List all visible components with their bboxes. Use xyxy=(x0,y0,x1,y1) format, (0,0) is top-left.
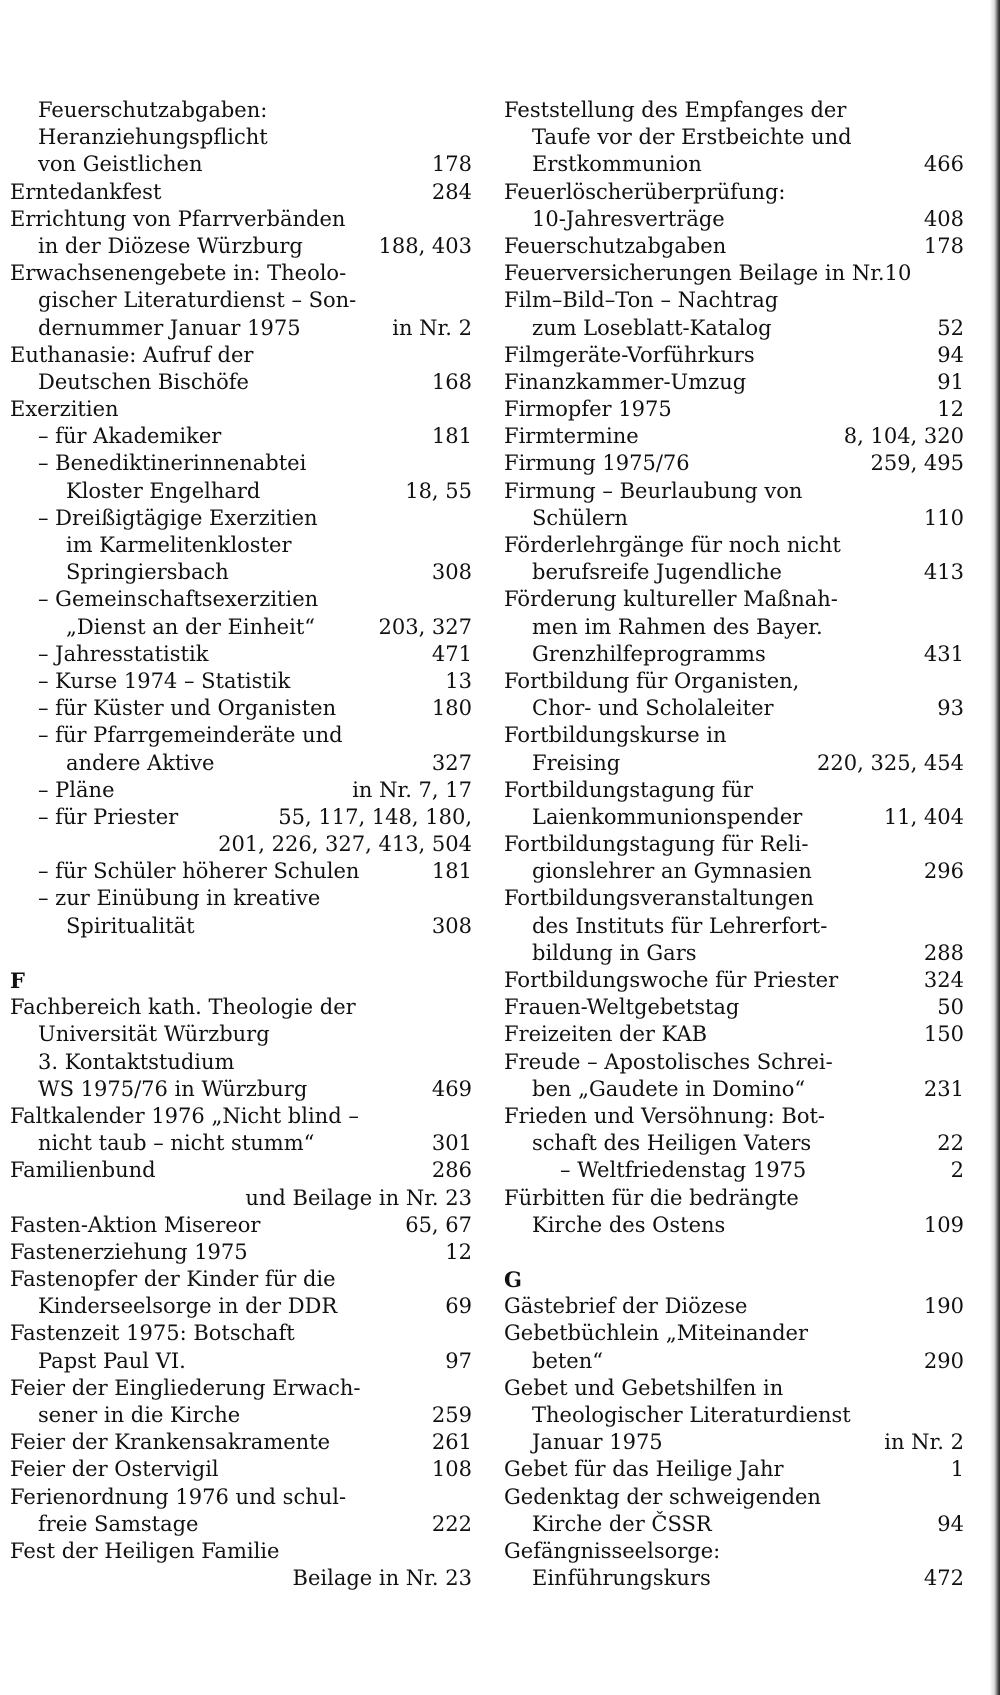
entry-page-ref: 18, 55 xyxy=(405,478,472,503)
entry-page-ref: 259, 495 xyxy=(870,451,964,476)
entry-text: Universität Würzburg xyxy=(38,1022,270,1047)
index-entry xyxy=(504,1293,964,1320)
entry-text: Fest der Heiligen Familie xyxy=(10,1538,280,1563)
entry-text: Firmopfer 1975 xyxy=(504,397,672,422)
entry-page-ref: 110 xyxy=(923,505,964,530)
index-entry xyxy=(10,831,472,858)
entry-text: – Pläne xyxy=(38,777,115,802)
entry-page-ref: 180 xyxy=(431,696,472,721)
entry-page-ref: 97 xyxy=(445,1348,472,1373)
entry-text: Fastenzeit 1975: Botschaft xyxy=(10,1321,295,1346)
index-entry xyxy=(10,1049,472,1076)
index-entry xyxy=(10,1538,472,1565)
index-entry xyxy=(504,124,964,151)
index-entry xyxy=(504,777,964,804)
entry-text: nicht taub – nicht stumm“ xyxy=(38,1131,315,1156)
entry-text: – für Priester xyxy=(38,804,179,829)
index-entry xyxy=(10,777,472,804)
index-entry xyxy=(504,260,964,287)
entry-text: im Karmelitenkloster xyxy=(66,533,292,557)
index-entry xyxy=(504,206,964,233)
entry-text: Firmung – Beurlaubung von xyxy=(504,478,803,503)
entry-text: schaft des Heiligen Vaters xyxy=(532,1131,812,1156)
index-entry xyxy=(504,695,964,722)
index-entry xyxy=(504,858,964,885)
index-entry xyxy=(504,315,964,342)
entry-page-ref: 94 xyxy=(937,1511,964,1536)
entry-text: Feuerversicherungen Beilage in Nr.10 xyxy=(504,261,912,286)
entry-text: Springiersbach xyxy=(66,560,229,585)
index-entry xyxy=(10,668,472,695)
entry-page-ref: 168 xyxy=(431,369,472,394)
entry-page-ref: in Nr. 2 xyxy=(392,315,472,340)
index-entry xyxy=(10,614,472,641)
entry-text: Kirche des Ostens xyxy=(532,1212,726,1237)
index-entry xyxy=(504,641,964,668)
entry-text: Förderung kultureller Maßnah- xyxy=(504,587,838,612)
index-entry xyxy=(10,260,472,287)
entry-text: Fortbildungstagung für xyxy=(504,777,754,802)
index-entry xyxy=(10,1293,472,1320)
entry-text: Fürbitten für die bedrängte xyxy=(504,1185,799,1210)
entry-text: – für Küster und Organisten xyxy=(38,696,337,721)
entry-page-ref: 261 xyxy=(431,1430,472,1455)
index-entry xyxy=(10,994,472,1021)
entry-text: Freude – Apostolisches Schrei- xyxy=(504,1049,833,1074)
entry-text: Firmtermine xyxy=(504,424,639,449)
index-entry xyxy=(504,151,964,178)
entry-text: Euthanasie: Aufruf der xyxy=(10,342,254,367)
index-entry xyxy=(10,1266,472,1293)
entry-page-ref: 55, 117, 148, 180, xyxy=(278,804,472,829)
entry-text: Frauen-Weltgebetstag xyxy=(504,995,740,1020)
entry-text: Film–Bild–Ton – Nachtrag xyxy=(504,288,779,313)
entry-page-ref: 259 xyxy=(431,1403,472,1427)
entry-text: Finanzkammer-Umzug xyxy=(504,369,747,394)
entry-text: freie Samstage xyxy=(38,1511,199,1536)
entry-text: 3. Kontaktstudium xyxy=(38,1049,235,1074)
scan-edge-shadow xyxy=(990,0,1000,1695)
entry-text: Chor- und Scholaleiter xyxy=(532,696,774,721)
entry-text: Spiritualität xyxy=(66,913,195,938)
entry-page-ref: 408 xyxy=(923,206,964,231)
entry-page-ref: 324 xyxy=(923,968,964,992)
index-entry xyxy=(504,913,964,940)
entry-text: Erntedankfest xyxy=(10,179,162,204)
index-entry xyxy=(504,1456,964,1483)
entry-text: – für Akademiker xyxy=(38,424,222,449)
entry-page-ref: 472 xyxy=(923,1566,964,1591)
entry-text: „Dienst an der Einheit“ xyxy=(66,614,315,639)
entry-text: Fastenerziehung 1975 xyxy=(10,1239,248,1264)
entry-text: – für Schüler höherer Schulen xyxy=(38,859,360,884)
index-entry xyxy=(10,641,472,668)
entry-page-ref: 413 xyxy=(923,560,964,585)
entry-text: – für Pfarrgemeinderäte und xyxy=(38,723,343,748)
entry-text: Taufe vor der Erstbeichte und xyxy=(532,125,852,150)
entry-page-ref: 203, 327 xyxy=(378,614,472,639)
entry-text: in der Diözese Würzburg xyxy=(38,233,303,258)
entry-text: – Benediktinerinnenabtei xyxy=(38,451,307,476)
index-entry xyxy=(504,831,964,858)
index-entry xyxy=(10,913,472,940)
entry-page-ref: in Nr. 2 xyxy=(884,1430,964,1455)
entry-page-ref: 2 xyxy=(950,1158,964,1183)
entry-page-ref: 69 xyxy=(445,1294,472,1319)
entry-text: gischer Literaturdienst – Son- xyxy=(38,288,357,313)
index-column-left xyxy=(10,97,472,1592)
entry-page-ref: 13 xyxy=(445,668,472,693)
entry-text: Feier der Ostervigil xyxy=(10,1457,219,1482)
entry-page-ref: 11, 404 xyxy=(883,804,964,829)
index-entry xyxy=(10,478,472,505)
entry-text: Fachbereich kath. Theologie der xyxy=(10,995,356,1020)
entry-page-ref: 181 xyxy=(431,859,472,884)
entry-text: dernummer Januar 1975 xyxy=(38,315,301,340)
index-entry xyxy=(504,369,964,396)
index-entry xyxy=(10,423,472,450)
index-entry xyxy=(504,532,964,559)
entry-page-ref: 466 xyxy=(923,152,964,177)
entry-text: Fortbildungswoche für Priester xyxy=(504,968,839,992)
entry-text: – Kurse 1974 – Statistik xyxy=(38,668,291,693)
index-entry xyxy=(10,342,472,369)
index-entry xyxy=(504,450,964,477)
index-entry xyxy=(10,97,472,124)
entry-text: – Jahresstatistik xyxy=(38,641,209,666)
entry-page-ref: 108 xyxy=(431,1457,472,1482)
index-entry xyxy=(504,967,964,994)
entry-text: Feier der Krankensakramente xyxy=(10,1430,331,1455)
index-entry xyxy=(10,1348,472,1375)
entry-text: Fasten-Aktion Misereor xyxy=(10,1212,261,1237)
section-letter: G xyxy=(504,1267,522,1293)
entry-text: Einführungskurs xyxy=(532,1566,711,1591)
index-entry xyxy=(10,722,472,749)
entry-text: Firmung 1975/76 xyxy=(504,451,690,476)
index-entry xyxy=(504,559,964,586)
index-entry xyxy=(504,940,964,967)
index-entry xyxy=(10,1320,472,1347)
index-entry xyxy=(504,750,964,777)
index-entry xyxy=(504,396,964,423)
index-entry xyxy=(504,342,964,369)
index-entry xyxy=(504,994,964,1021)
entry-text: Exerzitien xyxy=(10,397,119,422)
index-entry xyxy=(504,1185,964,1212)
index-entry xyxy=(10,804,472,831)
index-entry xyxy=(504,1021,964,1048)
entry-page-ref: 178 xyxy=(431,152,472,177)
entry-text: Erstkommunion xyxy=(532,152,702,177)
index-entry xyxy=(504,1484,964,1511)
entry-text: von Geistlichen xyxy=(38,152,203,177)
entry-page-ref: 308 xyxy=(431,560,472,585)
entry-text: Faltkalender 1976 „Nicht blind – xyxy=(10,1103,359,1128)
entry-text: Errichtung von Pfarrverbänden xyxy=(10,206,346,231)
index-entry xyxy=(504,668,964,695)
index-entry xyxy=(504,1429,964,1456)
entry-page-ref: 190 xyxy=(923,1294,964,1319)
entry-page-ref: 308 xyxy=(431,913,472,938)
entry-text: Freizeiten der KAB xyxy=(504,1022,708,1047)
entry-text: Januar 1975 xyxy=(532,1430,663,1455)
entry-page-ref: 469 xyxy=(431,1076,472,1101)
entry-text: Familienbund xyxy=(10,1158,156,1183)
entry-text: Schülern xyxy=(532,505,628,530)
entry-page-ref: 288 xyxy=(923,940,964,965)
entry-text: Fortbildungstagung für Reli- xyxy=(504,832,809,857)
index-entry xyxy=(10,559,472,586)
entry-page-ref: 178 xyxy=(923,233,964,258)
entry-page-ref: 327 xyxy=(431,750,472,775)
index-entry xyxy=(10,1456,472,1483)
entry-text: Feuerlöscherüberprüfung: xyxy=(504,179,786,204)
index-entry xyxy=(504,1511,964,1538)
index-entry xyxy=(10,1511,472,1538)
entry-page-ref: 150 xyxy=(923,1022,964,1047)
index-entry xyxy=(10,505,472,532)
entry-text: Kloster Engelhard xyxy=(66,478,261,503)
index-entry xyxy=(10,532,472,559)
index-entry xyxy=(504,1076,964,1103)
index-entry xyxy=(504,179,964,206)
index-entry xyxy=(504,586,964,613)
entry-page-ref: 284 xyxy=(431,179,472,204)
entry-page-ref: 220, 325, 454 xyxy=(817,750,964,775)
index-entry xyxy=(10,1103,472,1130)
entry-text: des Instituts für Lehrerfort- xyxy=(532,913,828,938)
entry-page-ref: 1 xyxy=(950,1457,964,1482)
index-entry xyxy=(10,369,472,396)
index-entry xyxy=(504,1049,964,1076)
entry-text: 201, 226, 327, 413, 504 xyxy=(218,832,472,857)
index-entry xyxy=(504,1320,964,1347)
entry-page-ref: 109 xyxy=(923,1212,964,1237)
entry-text: Feststellung des Empfanges der xyxy=(504,98,847,122)
index-entry xyxy=(10,858,472,885)
index-entry xyxy=(504,1538,964,1565)
index-entry xyxy=(10,1484,472,1511)
entry-page-ref: 22 xyxy=(937,1131,964,1156)
index-entry xyxy=(10,750,472,777)
entry-text: – Dreißigtägige Exerzitien xyxy=(38,505,318,530)
index-entry xyxy=(10,1130,472,1157)
entry-text: Heranziehungspflicht xyxy=(38,125,268,150)
entry-text: Gefängnisseelsorge: xyxy=(504,1538,721,1563)
index-entry xyxy=(504,1402,964,1429)
entry-page-ref: 8, 104, 320 xyxy=(843,424,964,449)
index-entry xyxy=(10,885,472,912)
entry-page-ref: 50 xyxy=(937,995,964,1020)
entry-text: sener in die Kirche xyxy=(38,1403,241,1427)
entry-text: Ferienordnung 1976 und schul- xyxy=(10,1484,347,1509)
entry-text: Erwachsenengebete in: Theolo- xyxy=(10,261,347,286)
entry-text: Gebet und Gebetshilfen in xyxy=(504,1375,784,1400)
index-entry xyxy=(504,233,964,260)
index-entry xyxy=(10,1429,472,1456)
index-entry xyxy=(10,179,472,206)
spacer xyxy=(504,1239,964,1266)
entry-page-ref: 222 xyxy=(431,1511,472,1536)
index-entry xyxy=(10,206,472,233)
index-entry xyxy=(10,1565,472,1592)
index-entry xyxy=(504,1565,964,1592)
entry-page-ref: 12 xyxy=(937,397,964,422)
index-entry xyxy=(10,233,472,260)
entry-text: Fastenopfer der Kinder für die xyxy=(10,1267,336,1292)
entry-text: Fortbildungskurse in xyxy=(504,723,727,748)
index-entry xyxy=(10,1212,472,1239)
index-entry xyxy=(10,1375,472,1402)
index-entry xyxy=(10,695,472,722)
entry-page-ref: 231 xyxy=(923,1076,964,1101)
entry-text: Laienkommunionspender xyxy=(532,804,803,829)
index-entry xyxy=(504,423,964,450)
entry-text: men im Rahmen des Bayer. xyxy=(532,614,823,639)
entry-text: gionslehrer an Gymnasien xyxy=(532,859,812,884)
index-entry xyxy=(10,1076,472,1103)
entry-page-ref: 93 xyxy=(937,696,964,721)
entry-text: berufsreife Jugendliche xyxy=(532,560,782,585)
index-column-right xyxy=(504,97,964,1592)
index-entry xyxy=(504,614,964,641)
entry-page-ref: 52 xyxy=(937,315,964,340)
entry-text: Feuerschutzabgaben xyxy=(504,233,727,258)
entry-text: Feuerschutzabgaben: xyxy=(38,98,268,122)
index-entry xyxy=(504,804,964,831)
section-letter: F xyxy=(10,968,25,993)
entry-text: Theologischer Literaturdienst xyxy=(532,1403,851,1427)
entry-page-ref: 94 xyxy=(937,342,964,367)
index-entry xyxy=(504,1103,964,1130)
index-entry xyxy=(504,722,964,749)
entry-text: zum Loseblatt-Katalog xyxy=(532,315,772,340)
entry-text: 10-Jahresverträge xyxy=(532,206,725,231)
entry-text: – Weltfriedenstag 1975 xyxy=(560,1158,807,1183)
entry-text: ben „Gaudete in Domino“ xyxy=(532,1076,806,1101)
entry-text: WS 1975/76 in Würzburg xyxy=(38,1076,308,1101)
entry-text: Freising xyxy=(532,750,621,775)
entry-text: Gebetbüchlein „Miteinander xyxy=(504,1321,808,1346)
index-entry xyxy=(504,1375,964,1402)
entry-text: Gebet für das Heilige Jahr xyxy=(504,1457,784,1482)
entry-page-ref: in Nr. 7, 17 xyxy=(352,777,472,802)
entry-text: Kinderseelsorge in der DDR xyxy=(38,1294,338,1319)
entry-text: Fortbildungsveranstaltungen xyxy=(504,886,814,911)
entry-page-ref: 188, 403 xyxy=(378,233,472,258)
entry-text: Beilage in Nr. 23 xyxy=(292,1566,472,1591)
index-entry xyxy=(504,1212,964,1239)
entry-text: bildung in Gars xyxy=(532,940,697,965)
entry-page-ref: 290 xyxy=(923,1348,964,1373)
entry-text: Kirche der ČSSR xyxy=(532,1511,712,1536)
entry-text: und Beilage in Nr. 23 xyxy=(245,1185,472,1210)
index-entry xyxy=(10,315,472,342)
entry-text: Deutschen Bischöfe xyxy=(38,369,249,394)
index-entry xyxy=(10,396,472,423)
entry-page-ref: 12 xyxy=(445,1239,472,1264)
spacer xyxy=(10,940,472,967)
entry-page-ref: 91 xyxy=(937,369,964,394)
entry-text: Fortbildung für Organisten, xyxy=(504,668,800,693)
entry-page-ref: 471 xyxy=(431,641,472,666)
entry-text: Förderlehrgänge für noch nicht xyxy=(504,533,841,557)
index-entry xyxy=(504,97,964,124)
entry-text: Frieden und Versöhnung: Bot- xyxy=(504,1103,826,1128)
entry-text: Gedenktag der schweigenden xyxy=(504,1484,821,1509)
entry-text: andere Aktive xyxy=(66,750,215,775)
index-entry xyxy=(10,151,472,178)
entry-page-ref: 65, 67 xyxy=(405,1212,472,1237)
index-entry xyxy=(504,1130,964,1157)
entry-text: Feier der Eingliederung Erwach- xyxy=(10,1375,361,1400)
entry-text: Grenzhilfeprogramms xyxy=(532,641,766,666)
index-entry xyxy=(10,287,472,314)
index-entry xyxy=(10,1021,472,1048)
index-entry xyxy=(10,1185,472,1212)
entry-page-ref: 431 xyxy=(923,641,964,666)
index-entry xyxy=(504,1348,964,1375)
index-entry xyxy=(504,478,964,505)
entry-text: – Gemeinschaftsexerzitien xyxy=(38,587,319,612)
index-entry xyxy=(10,450,472,477)
entry-text: Gästebrief der Diözese xyxy=(504,1294,748,1319)
index-entry xyxy=(10,124,472,151)
index-entry xyxy=(10,586,472,613)
entry-text: Papst Paul VI. xyxy=(38,1348,186,1373)
entry-page-ref: 296 xyxy=(923,859,964,884)
entry-page-ref: 286 xyxy=(431,1158,472,1183)
index-entry xyxy=(10,1402,472,1429)
entry-text: – zur Einübung in kreative xyxy=(38,886,321,911)
entry-text: Filmgeräte-Vorführkurs xyxy=(504,342,755,367)
index-entry xyxy=(504,1157,964,1184)
entry-text: beten“ xyxy=(532,1348,603,1373)
entry-page-ref: 181 xyxy=(431,424,472,449)
index-entry xyxy=(504,885,964,912)
index-entry xyxy=(10,1157,472,1184)
index-entry xyxy=(504,505,964,532)
index-entry xyxy=(10,1239,472,1266)
index-entry xyxy=(504,287,964,314)
entry-page-ref: 301 xyxy=(431,1131,472,1156)
